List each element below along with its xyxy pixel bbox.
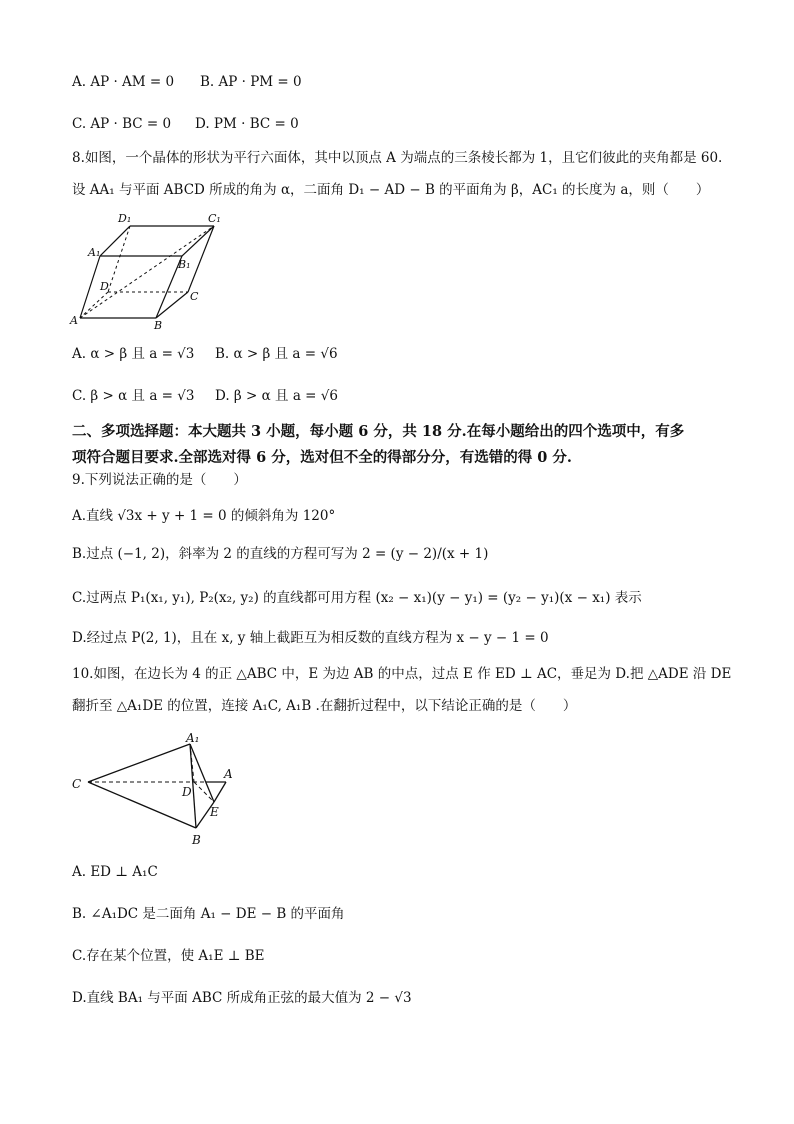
q10-label-a1: A₁ bbox=[186, 731, 200, 745]
q10-folding-figure bbox=[70, 730, 250, 850]
q9-option-a: A.直线 √3x + y + 1 = 0 的倾斜角为 120° bbox=[72, 508, 336, 524]
q8-label-b1: B₁ bbox=[178, 258, 191, 271]
q8-parallelepiped-figure bbox=[70, 212, 230, 332]
q7-option-b: B. AP · PM = 0 bbox=[200, 74, 302, 90]
q9-option-d: D.经过点 P(2, 1)，且在 x, y 轴上截距互为相反数的直线方程为 x − y − 1 = 0 bbox=[72, 630, 549, 646]
q8-option-d: D. β > α 且 a = √6 bbox=[215, 388, 338, 404]
q10-label-a: A bbox=[224, 767, 233, 781]
q10-stem-line2: 翻折至 △A₁DE 的位置，连接 A₁C, A₁B .在翻折过程中，以下结论正确的是（ ） bbox=[72, 698, 577, 714]
q8-label-d: D bbox=[100, 280, 109, 293]
q8-stem-line2: 设 AA₁ 与平面 ABCD 所成的角为 α，二面角 D₁ − AD − B 的平面角为 β，AC₁ 的长度为 a，则（ ） bbox=[72, 182, 710, 198]
q8-option-a: A. α > β 且 a = √3 bbox=[72, 346, 195, 362]
section2-heading-line1: 二、多项选择题：本大题共 3 小题，每小题 6 分，共 18 分.在每小题给出的四个选项中，有多 bbox=[72, 423, 685, 440]
q8-stem-line1: 8.如图，一个晶体的形状为平行六面体，其中以顶点 A 为端点的三条棱长都为 1，且它们彼此的夹角都是 60. bbox=[72, 150, 723, 166]
q10-label-b: B bbox=[192, 833, 201, 847]
q8-label-d1: D₁ bbox=[118, 212, 132, 225]
q10-option-d: D.直线 BA₁ 与平面 ABC 所成角正弦的最大值为 2 − √3 bbox=[72, 990, 412, 1006]
q8-label-a: A bbox=[70, 314, 78, 327]
section2-heading-line2: 项符合题目要求.全部选对得 6 分，选对但不全的得部分分，有选错的得 0 分. bbox=[72, 449, 572, 466]
q10-label-c: C bbox=[72, 777, 82, 791]
q7-option-a: A. AP · AM = 0 bbox=[72, 74, 175, 90]
q10-option-a: A. ED ⊥ A₁C bbox=[72, 864, 158, 880]
q8-label-c: C bbox=[190, 290, 199, 303]
q9-option-b: B.过点 (−1, 2)，斜率为 2 的直线的方程可写为 2 = (y − 2)/(x + 1) bbox=[72, 546, 489, 562]
q8-option-c: C. β > α 且 a = √3 bbox=[72, 388, 195, 404]
q8-option-b: B. α > β 且 a = √6 bbox=[215, 346, 338, 362]
q10-option-b: B. ∠A₁DC 是二面角 A₁ − DE − B 的平面角 bbox=[72, 906, 345, 922]
q10-option-c: C.存在某个位置，使 A₁E ⊥ BE bbox=[72, 948, 265, 964]
q10-label-d: D bbox=[182, 785, 192, 799]
q9-option-c: C.过两点 P₁(x₁, y₁), P₂(x₂, y₂) 的直线都可用方程 (x₂ − x₁)(y − y₁) = (y₂ − y₁)(x − x₁) 表示 bbox=[72, 590, 642, 606]
q8-label-c1: C₁ bbox=[208, 212, 221, 225]
q8-label-b: B bbox=[154, 319, 163, 332]
q10-stem-line1: 10.如图，在边长为 4 的正 △ABC 中，E 为边 AB 的中点，过点 E 作 ED ⊥ AC，垂足为 D.把 △ADE 沿 DE bbox=[72, 666, 732, 682]
q9-stem: 9.下列说法正确的是（ ） bbox=[72, 472, 247, 488]
q10-label-e: E bbox=[210, 805, 219, 819]
q7-option-d: D. PM · BC = 0 bbox=[195, 116, 299, 132]
q7-option-c: C. AP · BC = 0 bbox=[72, 116, 172, 132]
q8-label-a1: A₁ bbox=[88, 246, 101, 259]
